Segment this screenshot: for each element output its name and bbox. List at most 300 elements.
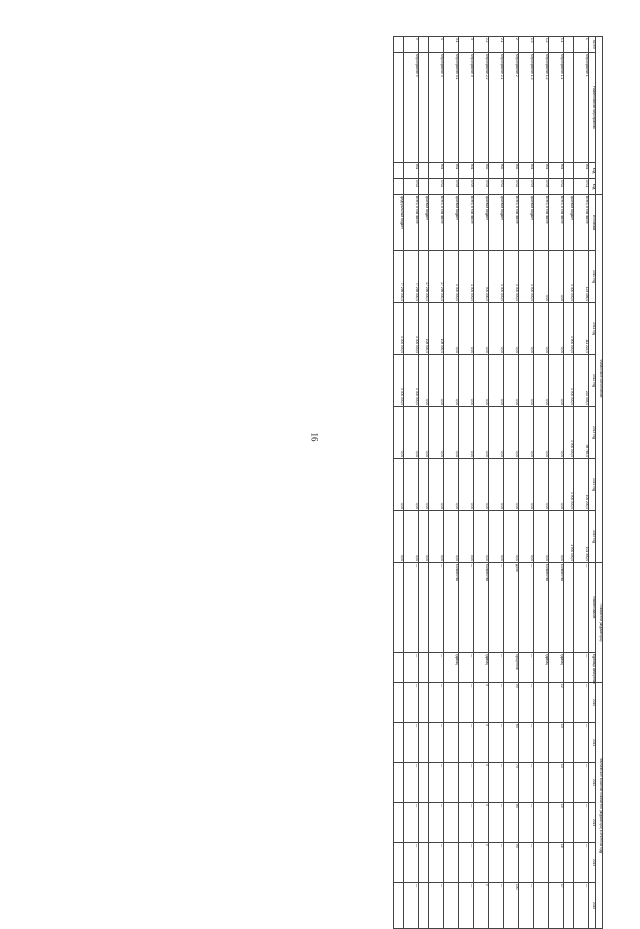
table-cell: 0,00 bbox=[519, 303, 534, 355]
column-header: Единица измерения bbox=[589, 653, 596, 683]
header-top-cell bbox=[596, 37, 603, 195]
table-cell: 0,00 bbox=[474, 459, 489, 511]
column-header: 2013 год bbox=[589, 407, 596, 459]
table-cell: 1 000 000,0 bbox=[504, 251, 519, 303]
table-cell bbox=[394, 37, 404, 53]
table-cell: — bbox=[404, 763, 419, 803]
table-cell bbox=[419, 883, 429, 929]
table-cell: 0,00 bbox=[504, 511, 519, 563]
table-cell: 0,00 bbox=[489, 407, 504, 459]
table-cell: 1 900 000,0 bbox=[564, 355, 574, 407]
table-cell: 90 bbox=[504, 843, 519, 883]
table-row bbox=[489, 37, 504, 929]
table-cell: Всего, в том числе bbox=[404, 195, 419, 251]
table-cell bbox=[394, 803, 404, 843]
table-cell: — bbox=[519, 563, 534, 653]
table-cell: 0,00 bbox=[549, 407, 564, 459]
table-cell bbox=[564, 723, 574, 763]
table-cell: — bbox=[429, 723, 444, 763]
table-cell: Мероприятие 4 bbox=[429, 53, 444, 163]
table-cell: 1 900 000,0 bbox=[564, 511, 574, 563]
table-cell: 2 bbox=[504, 37, 519, 53]
table-cell: — bbox=[459, 683, 474, 723]
table-cell: Мероприятие 1.3 bbox=[519, 53, 534, 163]
table-cell: — bbox=[489, 883, 504, 929]
table-cell: 0,00 bbox=[429, 355, 444, 407]
table-cell: 0,00 bbox=[419, 355, 429, 407]
table-cell: Всего, в том числе bbox=[534, 195, 549, 251]
table-cell: 0,00 bbox=[474, 511, 489, 563]
table-frame bbox=[50, 36, 603, 910]
table-cell: 0,00 bbox=[459, 303, 474, 355]
table-cell: 100 200,0 bbox=[574, 459, 589, 511]
table-cell: — bbox=[519, 843, 534, 883]
table-cell: Мероприятие 1.2 bbox=[534, 53, 549, 163]
table-row bbox=[504, 37, 519, 929]
table-cell: — bbox=[519, 723, 534, 763]
table-cell: 0,00 bbox=[429, 407, 444, 459]
table-cell: 0,00 bbox=[444, 459, 459, 511]
table-cell: 0,00 bbox=[489, 459, 504, 511]
column-header: Наименование bbox=[589, 563, 596, 653]
table-row bbox=[459, 37, 474, 929]
page-number: 16 bbox=[309, 432, 320, 442]
table-cell: — bbox=[459, 563, 474, 653]
column-header: 2012 bbox=[589, 763, 596, 803]
column-header: Код bbox=[589, 163, 596, 179]
table-cell: Всего, в том числе bbox=[574, 195, 589, 251]
table-cell: Мероприятие 2 bbox=[504, 53, 519, 163]
table-cell: 13 bbox=[549, 723, 564, 763]
table-cell: 1 800 000,0 bbox=[564, 303, 574, 355]
program-table bbox=[393, 36, 603, 929]
table-cell: 0709 bbox=[444, 179, 459, 195]
table-cell: 0,00 bbox=[549, 251, 564, 303]
table-cell: — bbox=[404, 883, 419, 929]
table-cell: Всего, в том числе bbox=[549, 195, 564, 251]
table-cell: 5 bbox=[404, 37, 419, 53]
table-cell: 27 296 000,0 bbox=[419, 251, 429, 303]
table-cell bbox=[534, 803, 549, 843]
column-header: 2011 bbox=[589, 723, 596, 763]
table-cell bbox=[564, 883, 574, 929]
table-row bbox=[549, 37, 564, 929]
table-cell: 80 bbox=[504, 803, 519, 843]
table-cell bbox=[564, 163, 574, 179]
table-cell: 1 000 000,0 bbox=[489, 251, 504, 303]
table-cell: 0702 bbox=[504, 179, 519, 195]
table-cell bbox=[564, 37, 574, 53]
table-cell: — bbox=[459, 723, 474, 763]
table-cell: 0,00 bbox=[534, 407, 549, 459]
table-cell: 0,00 bbox=[459, 407, 474, 459]
table-cell: 0,00 bbox=[394, 459, 404, 511]
table-cell: 0,00 bbox=[534, 511, 549, 563]
table-cell: краевой бюджет bbox=[474, 195, 489, 251]
table-cell: — bbox=[404, 563, 419, 653]
table-cell: Количество bbox=[444, 563, 459, 653]
column-header: 2010 bbox=[589, 683, 596, 723]
table-cell: 1 500 000,0 bbox=[519, 251, 534, 303]
table-cell: 50 bbox=[504, 683, 519, 723]
table-cell: — bbox=[429, 653, 444, 683]
table-cell bbox=[419, 683, 429, 723]
table-cell: 801 bbox=[519, 163, 534, 179]
table-cell bbox=[534, 723, 549, 763]
table-cell: Количество bbox=[549, 563, 564, 653]
table-cell: 0,00 bbox=[504, 303, 519, 355]
table-cell: — bbox=[429, 763, 444, 803]
table-cell: 1.3 bbox=[519, 37, 534, 53]
table-cell bbox=[534, 763, 549, 803]
table-cell: 0,00 bbox=[474, 303, 489, 355]
rotated-table bbox=[50, 36, 603, 910]
table-cell: — bbox=[574, 653, 589, 683]
table-cell: 108 000,0 bbox=[429, 303, 444, 355]
column-header: 2014 bbox=[589, 843, 596, 883]
table-cell bbox=[534, 883, 549, 929]
table-cell: 0,00 bbox=[489, 511, 504, 563]
table-cell: 27 296 000,0 bbox=[429, 251, 444, 303]
table-cell: — bbox=[574, 843, 589, 883]
table-cell: Мероприятие 1 bbox=[574, 53, 589, 163]
table-cell: 0702 bbox=[549, 179, 564, 195]
table-cell bbox=[444, 683, 459, 723]
table-cell bbox=[564, 843, 574, 883]
table-cell: 1 000 000,0 bbox=[459, 251, 474, 303]
table-cell bbox=[394, 763, 404, 803]
table-cell: 0702 bbox=[429, 179, 444, 195]
table-cell: 500 000,0 bbox=[474, 251, 489, 303]
table-cell: 1.1 bbox=[549, 37, 564, 53]
table-cell: 0,00 bbox=[519, 511, 534, 563]
table-cell: — bbox=[489, 683, 504, 723]
table-cell bbox=[444, 843, 459, 883]
table-cell bbox=[419, 37, 429, 53]
table-cell: 1 900 000,0 bbox=[564, 407, 574, 459]
table-cell: 0,00 bbox=[404, 459, 419, 511]
table-cell bbox=[394, 843, 404, 883]
table-cell: процентов bbox=[504, 653, 519, 683]
table-cell: 1 000 000,0 bbox=[394, 355, 404, 407]
table-cell bbox=[564, 653, 574, 683]
table-cell: 0,00 bbox=[549, 459, 564, 511]
table-cell bbox=[394, 883, 404, 929]
table-cell: — bbox=[459, 803, 474, 843]
table-cell: — bbox=[574, 723, 589, 763]
header-top-cell: Показатели (индикаторы) bbox=[596, 563, 603, 683]
table-cell: 16 bbox=[549, 843, 564, 883]
table-row bbox=[519, 37, 534, 929]
table-cell bbox=[564, 563, 574, 653]
table-cell: 1 000 000,0 bbox=[404, 303, 419, 355]
table-cell: 1.2 bbox=[534, 37, 549, 53]
table-cell: 0,00 bbox=[419, 459, 429, 511]
table-cell: 0,00 bbox=[429, 459, 444, 511]
table-cell bbox=[444, 723, 459, 763]
column-header: № п/п bbox=[589, 37, 596, 53]
table-cell: 801 bbox=[444, 163, 459, 179]
table-cell: 0,00 bbox=[474, 407, 489, 459]
table-cell: единиц bbox=[444, 653, 459, 683]
table-cell: — bbox=[459, 653, 474, 683]
table-cell: 3 bbox=[474, 723, 489, 763]
table-cell: 801 bbox=[549, 163, 564, 179]
table-cell: — bbox=[429, 563, 444, 653]
table-cell: Всего, в том числе bbox=[504, 195, 519, 251]
table-cell: — bbox=[519, 883, 534, 929]
table-cell: Мероприятие 3 bbox=[459, 53, 474, 163]
table-cell bbox=[419, 163, 429, 179]
table-cell: — bbox=[574, 563, 589, 653]
table-cell: 108 000,0 bbox=[419, 303, 429, 355]
table-cell: 2.2 bbox=[474, 37, 489, 53]
column-header: 2013 bbox=[589, 803, 596, 843]
table-cell: — bbox=[489, 723, 504, 763]
table-cell: 0709 bbox=[519, 179, 534, 195]
table-cell bbox=[419, 763, 429, 803]
table-cell: Количество bbox=[534, 563, 549, 653]
table-cell: 0,00 bbox=[444, 355, 459, 407]
table-cell bbox=[394, 683, 404, 723]
table-cell: 15 bbox=[549, 803, 564, 843]
table-cell: — bbox=[404, 723, 419, 763]
column-header: 2015 bbox=[589, 883, 596, 929]
table-cell: — bbox=[489, 843, 504, 883]
table-cell: 77 296 000,0 bbox=[404, 251, 419, 303]
table-cell: 0,00 bbox=[504, 459, 519, 511]
table-cell bbox=[564, 803, 574, 843]
table-cell: 0,00 bbox=[489, 303, 504, 355]
column-header: Наименование мероприятия bbox=[589, 53, 596, 163]
column-header: 2011 год bbox=[589, 303, 596, 355]
table-cell: 1 000 000,0 bbox=[404, 355, 419, 407]
column-header: 2014 год bbox=[589, 459, 596, 511]
table-cell: 4 bbox=[474, 803, 489, 843]
table-cell: 0,00 bbox=[459, 511, 474, 563]
table-cell: 0,00 bbox=[394, 407, 404, 459]
table-cell bbox=[419, 803, 429, 843]
table-cell: единиц bbox=[549, 653, 564, 683]
header-top-cell: Финансовое обеспечение bbox=[596, 195, 603, 563]
table-cell: 0,00 bbox=[534, 355, 549, 407]
table-cell bbox=[419, 653, 429, 683]
table-cell bbox=[394, 723, 404, 763]
table-cell: 0,00 bbox=[444, 511, 459, 563]
table-cell: 801 bbox=[574, 163, 589, 179]
table-cell: 0,00 bbox=[504, 407, 519, 459]
table-cell: — bbox=[459, 763, 474, 803]
table-cell: Мероприятие 2.2 bbox=[474, 53, 489, 163]
table-cell: 0709 bbox=[459, 179, 474, 195]
table-cell bbox=[564, 179, 574, 195]
table-cell: 802 bbox=[474, 163, 489, 179]
table-cell: 0,00 bbox=[549, 355, 564, 407]
table-cell: 0,00 bbox=[519, 407, 534, 459]
table-cell: 0,00 bbox=[549, 511, 564, 563]
table-row bbox=[564, 37, 574, 929]
table-cell: 222 333,0 bbox=[574, 355, 589, 407]
table-cell: 0702 bbox=[489, 179, 504, 195]
table-cell: краевой бюджет bbox=[444, 195, 459, 251]
table-cell: 123 456,0 bbox=[574, 251, 589, 303]
table-cell: 0701 bbox=[574, 179, 589, 195]
table-cell: — bbox=[574, 883, 589, 929]
column-header: 2015 год bbox=[589, 511, 596, 563]
table-cell bbox=[394, 653, 404, 683]
table-cell: 0,00 bbox=[519, 459, 534, 511]
table-cell: 98 765,0 bbox=[574, 407, 589, 459]
table-cell: 70 bbox=[504, 763, 519, 803]
table-cell: 802 bbox=[489, 163, 504, 179]
table-row bbox=[574, 37, 589, 929]
table-cell: федеральный бюджет bbox=[394, 195, 404, 251]
table-cell: 801 bbox=[404, 163, 419, 179]
table-cell: 4 bbox=[429, 37, 444, 53]
table-cell: Мероприятие 1.1 bbox=[549, 53, 564, 163]
table-cell: краевой бюджет bbox=[419, 195, 429, 251]
table-cell bbox=[394, 563, 404, 653]
table-cell: — bbox=[404, 653, 419, 683]
table-cell: 5 bbox=[474, 883, 489, 929]
table-cell: 3 bbox=[474, 683, 489, 723]
table-cell: краевой бюджет bbox=[519, 195, 534, 251]
table-cell: 0,00 bbox=[474, 355, 489, 407]
column-header: Код bbox=[589, 179, 596, 195]
table-cell: — bbox=[519, 803, 534, 843]
table-cell: — bbox=[489, 763, 504, 803]
table-cell: 1 000 000,0 bbox=[444, 251, 459, 303]
table-cell: 0,00 bbox=[534, 459, 549, 511]
table-cell: 0,00 bbox=[459, 459, 474, 511]
table-cell: 1 400 000,0 bbox=[564, 251, 574, 303]
table-cell bbox=[394, 53, 404, 163]
table-cell: 801 bbox=[429, 163, 444, 179]
table-cell: 0702 bbox=[404, 179, 419, 195]
table-cell: — bbox=[574, 803, 589, 843]
table-cell: 0,00 bbox=[394, 511, 404, 563]
table-cell: 0,00 bbox=[404, 511, 419, 563]
column-header: Источники bbox=[589, 195, 596, 251]
table-cell: 3 bbox=[459, 37, 474, 53]
table-cell: 14 bbox=[549, 763, 564, 803]
table-row bbox=[429, 37, 444, 929]
table-cell: 0,00 bbox=[429, 511, 444, 563]
table-cell: 4 bbox=[474, 763, 489, 803]
table-cell: 0,00 bbox=[504, 355, 519, 407]
table-cell: — bbox=[489, 653, 504, 683]
table-cell: 0,00 bbox=[489, 355, 504, 407]
table-cell bbox=[444, 883, 459, 929]
table-cell: 802 bbox=[504, 163, 519, 179]
column-header: 2010 год bbox=[589, 251, 596, 303]
table-cell: 60 bbox=[504, 723, 519, 763]
table-cell: Всего, в том числе bbox=[429, 195, 444, 251]
table-cell: краевой бюджет bbox=[489, 195, 504, 251]
table-cell: — bbox=[489, 803, 504, 843]
table-cell bbox=[419, 843, 429, 883]
table-cell bbox=[534, 683, 549, 723]
table-cell: Всего, в том числе bbox=[459, 195, 474, 251]
table-cell: 100 bbox=[504, 883, 519, 929]
table-cell bbox=[394, 179, 404, 195]
table-cell: 0709 bbox=[534, 179, 549, 195]
table-cell: 0,00 bbox=[534, 303, 549, 355]
table-cell: — bbox=[489, 563, 504, 653]
table-cell: краевой бюджет bbox=[564, 195, 574, 251]
table-cell bbox=[564, 763, 574, 803]
table-cell: 801 bbox=[459, 163, 474, 179]
table-cell bbox=[419, 179, 429, 195]
table-cell: 0,00 bbox=[549, 303, 564, 355]
table-cell: — bbox=[404, 683, 419, 723]
table-cell: 0,00 bbox=[419, 407, 429, 459]
table-cell: — bbox=[459, 843, 474, 883]
table-cell: 3.1 bbox=[444, 37, 459, 53]
table-cell: — bbox=[519, 763, 534, 803]
table-cell: Количество bbox=[474, 563, 489, 653]
table-cell: — bbox=[519, 653, 534, 683]
table-row bbox=[444, 37, 459, 929]
table-cell: — bbox=[574, 683, 589, 723]
table-cell: 801 bbox=[534, 163, 549, 179]
table-cell bbox=[419, 53, 429, 163]
table-cell: 0,00 bbox=[419, 511, 429, 563]
table-row bbox=[419, 37, 429, 929]
table-row bbox=[474, 37, 489, 929]
table-cell bbox=[444, 803, 459, 843]
table-cell: — bbox=[519, 683, 534, 723]
table-cell: 77 296 000,0 bbox=[394, 251, 404, 303]
table-cell: 0709 bbox=[474, 179, 489, 195]
table-cell: Мероприятие 2.1 bbox=[489, 53, 504, 163]
table-cell: 2.1 bbox=[489, 37, 504, 53]
table-cell: 0,00 bbox=[444, 407, 459, 459]
table-cell: единиц bbox=[534, 653, 549, 683]
table-row bbox=[404, 37, 419, 929]
table-cell: 17 bbox=[549, 883, 564, 929]
table-cell: — bbox=[459, 883, 474, 929]
table-cell: 111 222,0 bbox=[574, 303, 589, 355]
table-cell: 0,00 bbox=[519, 355, 534, 407]
table-cell: 1 900 000,0 bbox=[564, 459, 574, 511]
table-row bbox=[534, 37, 549, 929]
table-cell: 1 bbox=[574, 37, 589, 53]
table-cell bbox=[419, 723, 429, 763]
table-cell: 1 000 000,0 bbox=[394, 303, 404, 355]
table-cell: — bbox=[404, 803, 419, 843]
table-cell: — bbox=[574, 763, 589, 803]
table-cell: — bbox=[429, 843, 444, 883]
table-cell: Мероприятие 5 bbox=[404, 53, 419, 163]
table-cell: — bbox=[429, 683, 444, 723]
table-cell bbox=[564, 683, 574, 723]
table-cell: — bbox=[429, 803, 444, 843]
table-cell: Доля bbox=[504, 563, 519, 653]
table-cell: единиц bbox=[474, 653, 489, 683]
table-cell bbox=[419, 563, 429, 653]
table-cell: 12 bbox=[549, 683, 564, 723]
table-cell: 101 300,0 bbox=[574, 511, 589, 563]
table-cell: 0,00 bbox=[444, 303, 459, 355]
table-cell: 5 bbox=[474, 843, 489, 883]
table-cell: Мероприятие 3.1 bbox=[444, 53, 459, 163]
header-top-cell: Фактическое значение показателя (индикатора) в отчетном году bbox=[596, 683, 603, 929]
table-row bbox=[394, 37, 404, 929]
table-cell bbox=[394, 163, 404, 179]
table-cell bbox=[534, 843, 549, 883]
table-cell: 0,00 bbox=[404, 407, 419, 459]
